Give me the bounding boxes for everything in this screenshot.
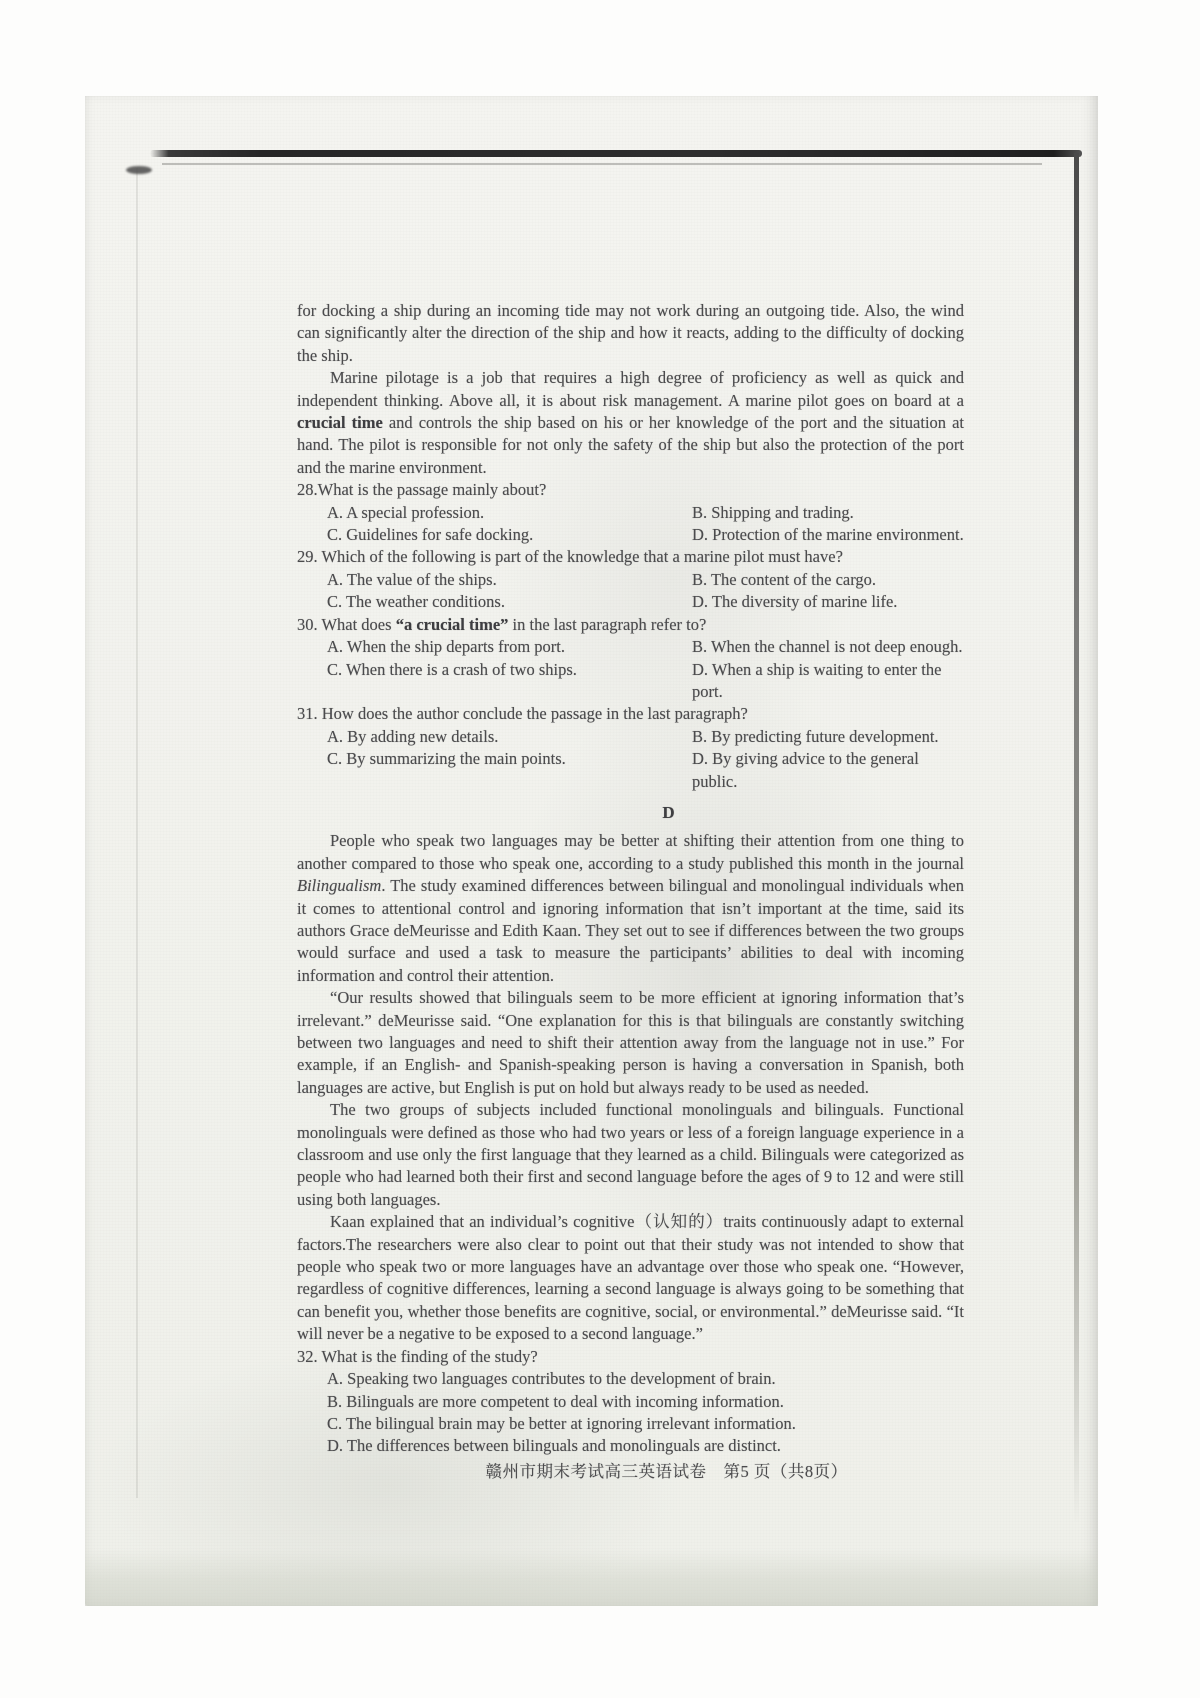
scan-artifact-smudge: [126, 166, 152, 174]
question-32: [297, 1346, 964, 1458]
option-b: B. Bilinguals are more competent to deal with incoming information.: [327, 1391, 784, 1411]
option-d: D. When a ship is waiting to enter the port.: [692, 659, 942, 701]
question-30-stem-pre: 30. What does: [297, 614, 396, 634]
scan-artifact-left-edge-line: [136, 168, 138, 1498]
scan-artifact-top-line: [150, 150, 1082, 157]
scan-artifact-right-edge-line: [1074, 153, 1079, 1525]
question-30-options: [297, 636, 964, 703]
question-29-options: [297, 569, 964, 614]
passage-c-paragraph-2-post: and controls the ship based on his or her knowledge of the port and the situation at hand. The pilot is responsible for not only the safety of the ship but also the protection of the port and the marine environment.: [297, 413, 964, 477]
option-c: C. When there is a crash of two ships.: [327, 659, 577, 679]
question-28-options: [297, 502, 964, 547]
question-31: [297, 703, 964, 793]
option-c: C. The weather conditions.: [327, 592, 505, 612]
bold-term-crucial-time: crucial time: [297, 413, 383, 433]
question-31-options: [297, 726, 964, 793]
page-footer: [297, 1461, 964, 1483]
section-d-label: D: [662, 802, 675, 822]
passage-d-paragraph-3: The two groups of subjects included functional monolinguals and bilinguals. Functional monolinguals were defined as those who had two years or less of a foreign language experience in a classroom and use only the first language that they learned as a child. Bilinguals were categorized as people who had learned both their first and second language before the ages of 9 to 12 and were still using both languages.: [297, 1100, 964, 1209]
passage-c-tail-paragraph: for docking a ship during an incoming tide may not work during an outgoing tide. Also, the wind can significantly alter the direction of the ship and how it reacts, adding to the difficulty of docking the ship.: [297, 301, 964, 365]
page-curl-shadow: [85, 1548, 1098, 1606]
passage-c-paragraph-2-pre: Marine pilotage is a job that requires a high degree of proficiency as well as quick and independent thinking. Above all, it is about risk management. A marine pilot goes on board at a: [297, 368, 964, 410]
option-c: C. By summarizing the main points.: [327, 749, 566, 769]
option-b: B. When the channel is not deep enough.: [692, 637, 963, 657]
italic-journal-title: Bilingualism: [297, 876, 382, 896]
question-28-stem: 28.What is the passage mainly about?: [297, 480, 547, 500]
option-a: A. The value of the ships.: [327, 569, 497, 589]
option-a: A. A special profession.: [327, 502, 485, 522]
option-a: A. When the ship departs from port.: [327, 637, 565, 657]
passage-d-paragraph-1: [297, 830, 964, 987]
question-30: [297, 614, 964, 704]
question-31-stem: 31. How does the author conclude the passage in the last paragraph?: [297, 704, 748, 724]
section-d-heading: [297, 802, 964, 824]
option-c: C. Guidelines for safe docking.: [327, 525, 534, 545]
page-footer-text: 赣州市期末考试高三英语试卷 第5 页（共8页）: [485, 1461, 848, 1481]
question-32-options: [297, 1368, 964, 1458]
option-a: A. By adding new details.: [327, 726, 499, 746]
question-30-stem-post: in the last paragraph refer to?: [508, 614, 707, 634]
option-b: B. Shipping and trading.: [692, 502, 854, 522]
question-30-stem: [297, 614, 964, 636]
passage-d-paragraph-1-pre: People who speak two languages may be better at shifting their attention from one thing to another compared to those who speak one, according to a study published this month in the journal: [297, 831, 964, 873]
passage-d-paragraph-1-post: . The study examined differences between bilingual and monolingual individuals when it comes to attentional control and ignoring information that isn’t important at the time, said its authors Grace deMeurisse and Edith Kaan. They set out to see if differences between the two groups would surface and used a task to measure the participants’ abilities to deal with incoming information and control their attention.: [297, 876, 964, 985]
scan-artifact-top-line-thin: [162, 163, 1042, 165]
option-d: D. The diversity of marine life.: [692, 592, 898, 612]
bold-quoted-term: “a crucial time”: [395, 614, 509, 634]
option-d: D. The differences between bilinguals and monolinguals are distinct.: [327, 1436, 781, 1456]
option-a: A. Speaking two languages contributes to the development of brain.: [327, 1369, 776, 1389]
option-b: B. By predicting future development.: [692, 726, 939, 746]
question-28: [297, 479, 964, 546]
question-29-stem: 29. Which of the following is part of the knowledge that a marine pilot must have?: [297, 547, 843, 567]
page-content: [297, 300, 964, 1483]
option-b: B. The content of the cargo.: [692, 569, 877, 589]
option-d: D. Protection of the marine environment.: [692, 525, 964, 545]
passage-d-paragraph-4: Kaan explained that an individual’s cognitive（认知的）traits continuously adapt to external factors.The researchers were also clear to point out that their study was not intended to show that people who speak two or more languages have an advantage over those who speak one. “However, regardless of cognitive differences, learning a second language is always going to be something that can benefit you, whether those benefits are cognitive, social, or environmental.” deMeurisse said. “It will never be a negative to be exposed to a second language.”: [297, 1212, 964, 1344]
option-d: D. By giving advice to the general public.: [692, 749, 919, 791]
passage-d-paragraph-2: “Our results showed that bilinguals seem to be more efficient at ignoring information that’s irrelevant.” deMeurisse said. “One explanation for this is that bilinguals are constantly switching between two languages and need to shift their attention away from the language not in use.” For example, if an English- and Spanish-speaking person is having a conversation in Spanish, both languages are active, but English is put on hold but always ready to be used as needed.: [297, 988, 964, 1097]
passage-c-paragraph-2: [297, 367, 964, 479]
option-c: C. The bilingual brain may be better at ignoring irrelevant information.: [327, 1413, 796, 1433]
question-29: [297, 546, 964, 613]
question-32-stem: 32. What is the finding of the study?: [297, 1346, 538, 1366]
